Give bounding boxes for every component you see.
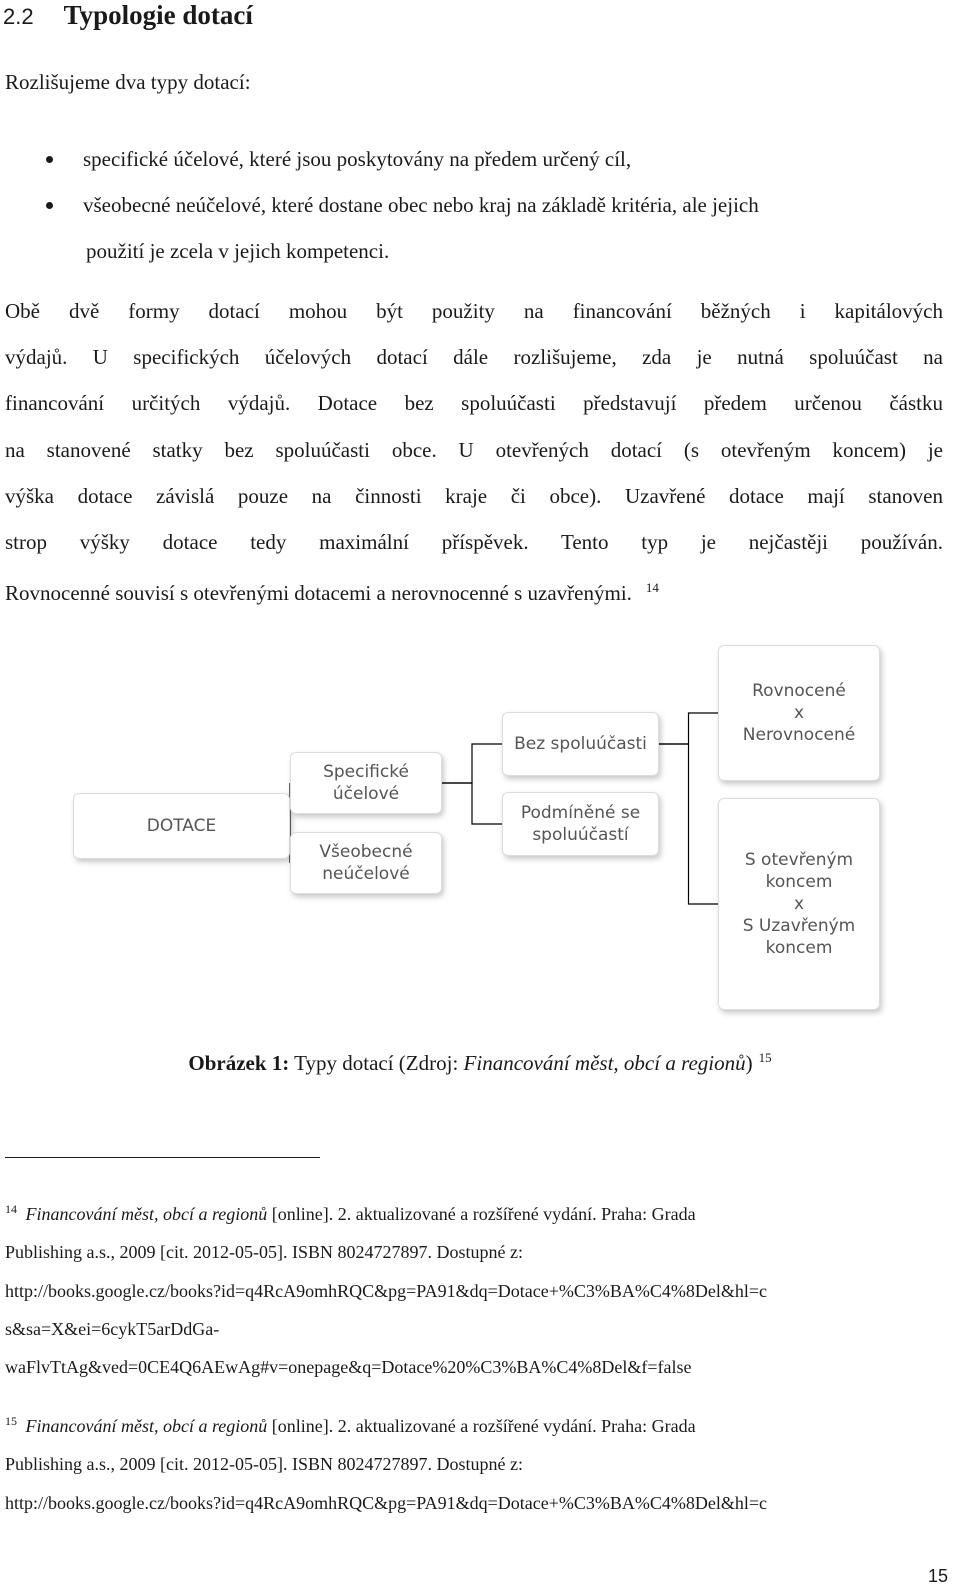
footnote-15: [5, 1402, 950, 1522]
connector-box-a-box-c: [442, 744, 502, 783]
box-label: účelové: [332, 784, 400, 804]
connector-box-c-box-e: [659, 713, 718, 744]
footnote-14: [5, 1190, 950, 1386]
footnote-title: Financování měst, obcí a regionů: [25, 1204, 268, 1224]
footnote-link[interactable]: s&sa=X&ei=6cykT5arDdGa-: [5, 1318, 220, 1339]
footnote-ref-15: 15: [758, 1050, 772, 1065]
footnote-link[interactable]: http://books.google.cz/books?id=q4RcA9omhRQC&pg=PA91&dq=Dotace+%C3%BA%C4%8Del&hl=c: [5, 1280, 768, 1301]
list-item-text-continued: použití je zcela v jejich kompetenci.: [86, 239, 390, 263]
list-item: [0, 182, 960, 274]
box-label: Všeobecné: [319, 842, 413, 862]
box-label: koncem: [765, 938, 833, 958]
list-item-text: všeobecné neúčelové, které dostane obec nebo kraj na základě kritéria, ale jejich: [83, 193, 759, 217]
caption-source: Financování měst, obcí a regionů: [463, 1051, 746, 1075]
box-label: spoluúčastí: [532, 825, 629, 845]
intro-text: Rozlišujeme dva typy dotací:: [5, 70, 251, 94]
footnote-link[interactable]: http://books.google.cz/books?id=q4RcA9omhRQC&pg=PA91&dq=Dotace+%C3%BA%C4%8Del&hl=c: [5, 1492, 768, 1513]
box-label: Rovnocené: [752, 681, 846, 701]
caption-label: Obrázek 1:: [188, 1051, 290, 1075]
footnote-link[interactable]: waFlvTtAg&ved=0CE4Q6AEwAg#v=onepage&q=Dotace%20%C3%BA%C4%8Del&f=false: [5, 1357, 692, 1378]
footnote-text: [online]. 2. aktualizované a rozšířené vydání. Praha: Grada: [267, 1204, 696, 1224]
footnote-number: 14: [5, 1202, 17, 1216]
box-label: Specifické: [323, 762, 409, 782]
connector-box-a-box-d: [442, 783, 502, 824]
box-label: Nerovnocené: [742, 725, 856, 745]
diagram-box-bez-spoluucasti: [502, 712, 659, 776]
box-label: Bez spoluúčasti: [514, 734, 647, 754]
paragraph-line: výška dotace závislá pouze na činnosti kraje či obce). Uzavřené dotace mají stanoven: [5, 483, 943, 508]
bullet-list: [0, 136, 960, 274]
list-item: [0, 136, 960, 182]
footnote-separator: [5, 1157, 320, 1158]
footnote-title: Financování měst, obcí a regionů: [25, 1416, 268, 1436]
box-label: Podmíněné se: [520, 803, 641, 823]
paragraph-line: výdajů. U specifických účelových dotací dále rozlišujeme, zda je nutná spoluúčast na: [5, 345, 943, 370]
diagram-box-vseobecne: [290, 832, 442, 894]
diagram-box-dotace: [73, 793, 290, 859]
section-heading: [3, 0, 253, 36]
diagram-box-podminene: [502, 792, 659, 856]
figure-caption: [0, 1050, 960, 1076]
box-label: x: [793, 894, 805, 914]
section-title: Typologie dotací: [63, 0, 253, 30]
footnote-text: [online]. 2. aktualizované a rozšířené vydání. Praha: Grada: [267, 1416, 696, 1436]
footnote-number: 15: [5, 1414, 17, 1428]
bullet-icon: [46, 202, 53, 209]
page-number: 15: [927, 1566, 948, 1586]
paragraph-line: strop výšky dotace tedy maximální příspěvek. Tento typ je nejčastěji používán.: [5, 530, 943, 555]
box-label: DOTACE: [146, 816, 217, 836]
list-item-text: specifické účelové, které jsou poskytovány na předem určený cíl,: [83, 147, 632, 171]
connector-box-c-box-f: [659, 744, 718, 904]
caption-text: Typy dotací (Zdroj:: [289, 1051, 464, 1075]
footnote-line: [5, 1402, 950, 1445]
footnote-line: [5, 1190, 950, 1233]
diagram-box-otevreny: [718, 798, 880, 1010]
body-paragraph: [5, 288, 943, 616]
dotace-diagram: [0, 630, 960, 1030]
paragraph-line: Obě dvě formy dotací mohou být použity na financování běžných i kapitálových: [5, 299, 943, 323]
paragraph-line: financování určitých výdajů. Dotace bez spoluúčasti představují předem určenou částku: [5, 391, 943, 416]
paragraph-line: [5, 565, 943, 616]
footnote-ref-14: 14: [645, 580, 659, 596]
box-label: S Uzavřeným: [742, 916, 856, 936]
section-number: 2.2: [3, 4, 34, 29]
box-label: S otevřeným: [744, 850, 854, 870]
box-label: koncem: [765, 872, 833, 892]
paragraph-line: na stanovené statky bez spoluúčasti obce. U otevřených dotací (s otevřeným koncem) je: [5, 437, 943, 462]
box-label: neúčelové: [322, 864, 410, 884]
footnote-line: Publishing a.s., 2009 [cit. 2012-05-05]. ISBN 8024727897. Dostupné z:: [5, 1242, 523, 1263]
diagram-box-rovnocene: [718, 645, 880, 781]
bullet-icon: [46, 156, 53, 163]
paragraph-line-text: Rovnocenné souvisí s otevřenými dotacemi a nerovnocenné s uzavřenými.: [5, 581, 632, 606]
caption-text-end: ): [745, 1051, 753, 1075]
box-label: x: [793, 703, 805, 723]
footnote-line: Publishing a.s., 2009 [cit. 2012-05-05]. ISBN 8024727897. Dostupné z:: [5, 1454, 523, 1475]
diagram-box-specificke: [290, 752, 442, 814]
